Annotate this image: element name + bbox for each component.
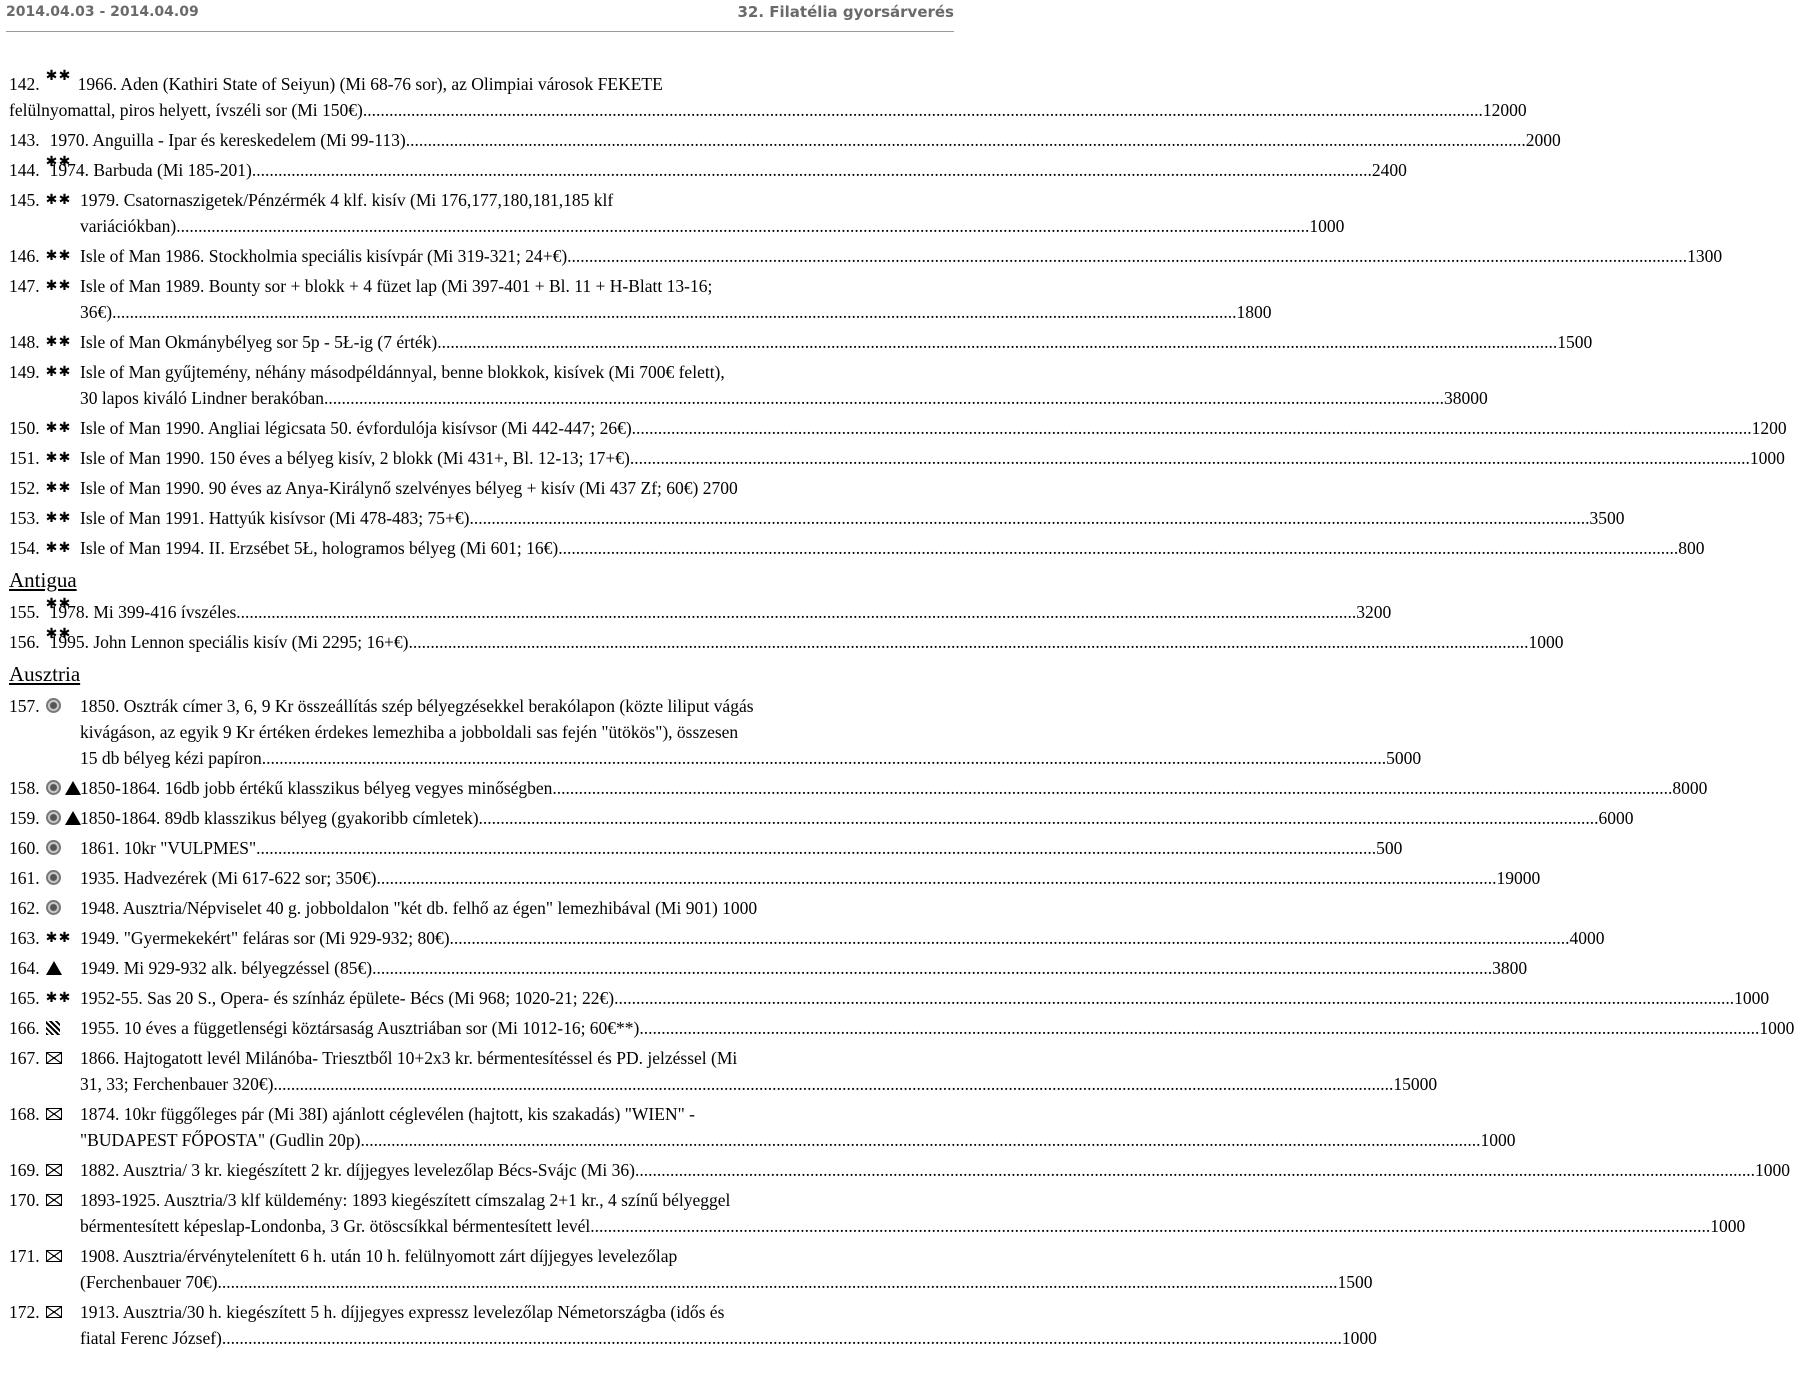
lot-number: 168.: [9, 1104, 40, 1124]
lot-number: 156.: [9, 632, 40, 652]
lot-text: 1979. Csatornaszigetek/Pénzérmék 4 klf. kisív (Mi 176,177,180,181,185 klf: [80, 190, 614, 210]
lot-line: [80, 273, 1271, 299]
lot-text: 1949. "Gyermekekért" feláras sor (Mi 929-932; 80€): [80, 928, 450, 948]
lot-text: 1970. Anguilla - Ipar és kereskedelem (Mi 99-113): [49, 130, 406, 150]
lot-entry: [9, 1187, 1746, 1239]
leader-dots: [639, 1015, 1759, 1041]
lot-number-cell: [9, 243, 80, 269]
lot-price: 1000: [1710, 1216, 1746, 1236]
mint-stamp-icon: [46, 451, 74, 465]
leader-dots: [437, 329, 1557, 355]
lot-entry: [9, 505, 1625, 531]
lot-entry: [9, 629, 1564, 655]
leader-dots: [363, 97, 1483, 123]
lot-text: 15 db bélyeg kézi papíron.: [80, 748, 267, 768]
lot-body: [80, 535, 1704, 561]
lot-number: 169.: [9, 1160, 40, 1180]
lot-price: 6000: [1598, 808, 1634, 828]
lot-line: [80, 693, 1421, 719]
lot-entry: [9, 693, 1422, 771]
lot-text: 1874. 10kr függőleges pár (Mi 38I) ajánlott céglevélen (hajtott, kis szakadás) "WIEN" -: [80, 1104, 695, 1124]
leader-dots: [372, 955, 1492, 981]
lot-price: 1000: [1749, 448, 1785, 468]
lot-body: [80, 359, 1488, 411]
lot-body: [80, 243, 1722, 269]
lot-price: 5000: [1386, 748, 1422, 768]
lot-price: 8000: [1672, 778, 1708, 798]
lot-line: [80, 985, 1769, 1011]
lot-price: 1000: [1755, 1160, 1791, 1180]
lot-number: 142.: [9, 74, 40, 94]
lot-body: [80, 415, 1787, 441]
mint-stamp-icon: [46, 991, 74, 1005]
lot-line: [9, 97, 1527, 123]
lot-line: [80, 835, 1402, 861]
lot-text: Isle of Man 1990. Angliai légicsata 50. évfordulója kisívsor (Mi 442-447; 26€): [80, 418, 632, 438]
lot-entry: [9, 835, 1403, 861]
lot-entry: [9, 273, 1272, 325]
lot-number: 151.: [9, 448, 40, 468]
lot-text: felülnyomattal, piros helyett, ívszéli sor (Mi 150€): [9, 100, 363, 120]
lot-number-cell: [9, 273, 80, 325]
lot-price: 2400: [1371, 160, 1407, 180]
lot-entry: [9, 865, 1541, 891]
lot-line: [9, 157, 1407, 183]
lot-price: 12000: [1482, 100, 1527, 120]
lot-body: [80, 475, 871, 501]
header-title: 32. Filatélia gyorsárverés: [737, 3, 954, 21]
lot-entry: [9, 1015, 1794, 1041]
lot-line: [80, 805, 1634, 831]
lot-line: [80, 745, 1421, 771]
lot-line: [80, 1213, 1745, 1239]
lot-line: [80, 1325, 1377, 1351]
mint-stamp-icon: [46, 249, 74, 263]
lot-line: [9, 71, 871, 97]
mint-stamp-icon: [46, 481, 74, 495]
lot-entry: [9, 329, 1593, 355]
lot-text: Isle of Man 1986. Stockholmia speciális kisívpár (Mi 319-321; 24+€): [80, 246, 568, 266]
mint-stamp-icon: [46, 365, 74, 379]
lot-number: 171.: [9, 1246, 40, 1266]
leader-dots: [567, 243, 1687, 269]
lot-text: 31, 33; Ferchenbauer 320€): [80, 1074, 274, 1094]
lot-line: [80, 925, 1605, 951]
lot-line: [9, 599, 1392, 625]
lot-entry: [9, 243, 1723, 269]
lot-line: [80, 719, 1421, 745]
lot-price: 1000: [1528, 632, 1564, 652]
lot-body: [80, 187, 1344, 239]
envelope-icon: [46, 1250, 62, 1262]
leader-dots: [632, 415, 1752, 441]
lot-text: kivágáson, az egyik 9 Kr értéken érdekes lemezhiba a jobboldali sas fején "ütökös"), összesen: [80, 722, 739, 742]
lot-line: [80, 445, 1785, 471]
lot-line: [80, 415, 1787, 441]
mint-stamp-icon: [46, 511, 74, 525]
lot-number-cell: [9, 955, 80, 981]
lot-body: [80, 1045, 1437, 1097]
mint-stamp-icon: [46, 193, 74, 207]
lot-body: [80, 1101, 1515, 1153]
lot-entry: [9, 359, 1488, 411]
lot-number: 162.: [9, 898, 40, 918]
lot-number-cell: [9, 187, 80, 239]
lot-number-cell: [9, 925, 80, 951]
lot-number-cell: [9, 1157, 80, 1183]
leader-dots: [360, 1127, 1480, 1153]
lot-line: [80, 775, 1707, 801]
lot-line: [80, 1015, 1794, 1041]
lot-text: Isle of Man 1990. 90 éves az Anya-Királynő szelvényes bélyeg + kisív (Mi 437 Zf; 60€) 2700: [80, 478, 738, 498]
leader-dots: [256, 835, 1376, 861]
lot-text: 1948. Ausztria/Népviselet 40 g. jobboldalon "két db. felhő az égen" lemezhibával (Mi 901) 1000: [80, 898, 758, 918]
lot-price: 1300: [1687, 246, 1723, 266]
lot-price: 38000: [1443, 388, 1488, 408]
lot-line: [80, 359, 1488, 385]
lot-line: [80, 1101, 1515, 1127]
used-stamp-icon: [46, 780, 61, 795]
lot-text: 1955. 10 éves a függetlenségi köztársaság Ausztriában sor (Mi 1012-16; 60€**): [80, 1018, 640, 1038]
header-divider: [6, 31, 954, 32]
used-stamp-icon: [46, 870, 61, 885]
used-stamp-icon: [46, 698, 61, 713]
lot-price: 3200: [1356, 602, 1392, 622]
lot-text: 1850-1864. 89db klasszikus bélyeg (gyakoribb címletek): [80, 808, 479, 828]
lot-number-cell: [9, 415, 80, 441]
lot-line: [80, 213, 1344, 239]
lot-price: 3500: [1589, 508, 1625, 528]
leader-dots: [635, 1157, 1755, 1183]
lot-line: [80, 187, 1344, 213]
lot-body: [80, 273, 1271, 325]
lot-text: variációkban)...: [80, 216, 190, 236]
mint-stamp-icon: [46, 335, 74, 349]
lot-body: [80, 1299, 1377, 1351]
lot-number-cell: [9, 535, 80, 561]
block-icon: [46, 1021, 60, 1035]
lot-line: [9, 127, 1561, 153]
lot-entry: [9, 599, 1392, 625]
lot-body: [80, 865, 1540, 891]
lot-price: 1200: [1751, 418, 1787, 438]
lot-text: 1913. Ausztria/30 h. kiegészített 5 h. díjjegyes expressz levelezőlap Németországba (idős és: [80, 1302, 725, 1322]
lot-line: [80, 329, 1592, 355]
leader-dots: [273, 1071, 1393, 1097]
leader-dots: [266, 745, 1386, 771]
lot-entry: [9, 475, 871, 501]
lot-number-cell: [9, 1101, 80, 1153]
lot-entry: [9, 925, 1605, 951]
lot-number-cell: [9, 985, 80, 1011]
lot-number-cell: [9, 865, 80, 891]
lot-number: 166.: [9, 1018, 40, 1038]
lot-line: [80, 385, 1488, 411]
hinged-stamp-icon: [65, 781, 81, 795]
lot-text: Isle of Man 1990. 150 éves a bélyeg kisív, 2 blokk (Mi 431+, Bl. 12-13; 17+€): [80, 448, 630, 468]
lot-number: 158.: [9, 778, 40, 798]
leader-dots: [558, 535, 1678, 561]
lot-number: 149.: [9, 362, 40, 382]
lot-price: 19000: [1496, 868, 1541, 888]
lot-number: 170.: [9, 1190, 40, 1210]
lot-price: 1000: [1734, 988, 1770, 1008]
lot-body: [80, 775, 1707, 801]
lot-number-cell: [9, 693, 80, 771]
lot-text: 36€).: [80, 302, 117, 322]
leader-dots: [189, 213, 1309, 239]
lot-entry: [9, 1101, 1516, 1153]
leader-dots: [222, 1325, 1342, 1351]
lot-number: 148.: [9, 332, 40, 352]
lot-number: 172.: [9, 1302, 40, 1322]
envelope-icon: [46, 1164, 62, 1176]
lot-line: [80, 1187, 1745, 1213]
lot-body: [80, 1187, 1745, 1239]
leader-dots: [450, 925, 1570, 951]
lot-entry: [9, 775, 1708, 801]
lot-body: [80, 1243, 1373, 1295]
lot-line: [9, 629, 1564, 655]
lot-body: [80, 445, 1785, 471]
lot-entry: [9, 955, 1528, 981]
lot-text: Isle of Man 1994. II. Erzsébet 5Ł, hologramos bélyeg (Mi 601; 16€): [80, 538, 559, 558]
lot-text: 1861. 10kr "VULPMES": [80, 838, 257, 858]
lot-text: Isle of Man Okmánybélyeg sor 5p - 5Ł-ig (7 érték): [80, 332, 438, 352]
lot-line: [80, 895, 871, 921]
lot-price: 1000: [1341, 1328, 1377, 1348]
lot-line: [80, 243, 1722, 269]
leader-dots: [218, 1269, 1338, 1295]
leader-dots: [630, 445, 1750, 471]
lot-text: bérmentesített képeslap-Londonba, 3 Gr. ötöscsíkkal bérmentesített levél: [80, 1216, 591, 1236]
lot-text: 1978. Mi 399-416 ívszéles: [49, 602, 237, 622]
lot-entry: [9, 1243, 1373, 1295]
lot-number-cell: [9, 1045, 80, 1097]
lot-price: 500: [1376, 838, 1403, 858]
lot-line: [80, 1269, 1373, 1295]
lot-number-cell: [9, 445, 80, 471]
lot-line: [80, 1157, 1790, 1183]
lot-line: [80, 299, 1271, 325]
lot-number: 153.: [9, 508, 40, 528]
lot-text: 1935. Hadvezérek (Mi 617-622 sor; 350€): [80, 868, 377, 888]
mint-stamp-icon: [46, 279, 74, 293]
lot-text: Isle of Man gyűjtemény, néhány másodpéldánnyal, benne blokkok, kisívek (Mi 700€ felett),: [80, 362, 725, 382]
leader-dots: [614, 985, 1734, 1011]
lot-number: 163.: [9, 928, 40, 948]
lot-number: 167.: [9, 1048, 40, 1068]
lot-entry: [9, 1157, 1791, 1183]
lot-entry: [9, 157, 1407, 183]
section-heading: Ausztria: [9, 662, 81, 686]
used-stamp-icon: [46, 810, 61, 825]
envelope-icon: [46, 1194, 62, 1206]
lot-body: [80, 925, 1605, 951]
lot-price: 1000: [1759, 1018, 1794, 1038]
lot-body: [80, 805, 1634, 831]
lot-entry: [9, 71, 1527, 123]
lot-line: [80, 535, 1704, 561]
lot-number-cell: [9, 835, 80, 861]
lot-body: [80, 1157, 1790, 1183]
lot-entry: [9, 187, 1345, 239]
lot-text: 1952-55. Sas 20 S., Opera- és színház épülete- Bécs (Mi 968; 1020-21; 22€): [80, 988, 615, 1008]
lot-entry: [9, 895, 871, 921]
lot-text: 1850. Osztrák címer 3, 6, 9 Kr összeállítás szép bélyegzésekkel berakólapon (közte liliput vágás: [80, 696, 754, 716]
lot-number-cell: [9, 1243, 80, 1295]
lot-text: 1974. Barbuda (Mi 185-201): [49, 160, 252, 180]
leader-dots: [324, 385, 1444, 411]
leader-dots: [470, 505, 1590, 531]
lot-entry: [9, 127, 1561, 153]
lot-text: 1995. John Lennon speciális kisív (Mi 2295; 16+€): [49, 632, 409, 652]
envelope-icon: [46, 1306, 62, 1318]
lot-entry: [9, 1299, 1377, 1351]
lot-number-cell: [9, 775, 80, 801]
lot-price: 1000: [1309, 216, 1345, 236]
lot-number: 154.: [9, 538, 40, 558]
lot-number: 157.: [9, 696, 40, 716]
lot-price: 4000: [1569, 928, 1605, 948]
lot-text: Isle of Man 1989. Bounty sor + blokk + 4 füzet lap (Mi 397-401 + Bl. 11 + H-Blatt 13-16;: [80, 276, 713, 296]
lot-price: 800: [1678, 538, 1705, 558]
lot-text: "BUDAPEST FŐPOSTA" (Gudlin 20p): [80, 1130, 361, 1150]
lot-entry: [9, 985, 1770, 1011]
lot-line: [80, 1045, 1437, 1071]
lot-number-cell: [9, 895, 80, 921]
lot-number-cell: [9, 805, 80, 831]
lot-line: [80, 1243, 1373, 1269]
lot-line: [80, 475, 871, 501]
leader-dots: [252, 157, 1372, 183]
hinged-stamp-icon: [46, 961, 62, 975]
lot-number: 150.: [9, 418, 40, 438]
lot-line: [80, 865, 1540, 891]
lot-entry: [9, 1045, 1438, 1097]
lot-body: [80, 955, 1527, 981]
lot-number: 146.: [9, 246, 40, 266]
lot-number-cell: [9, 1187, 80, 1239]
lot-number: 152.: [9, 478, 40, 498]
page-header: [0, 0, 960, 33]
lot-number: 164.: [9, 958, 40, 978]
leader-dots: [236, 599, 1356, 625]
lot-text: Isle of Man 1991. Hattyúk kisívsor (Mi 478-483; 75+€): [80, 508, 470, 528]
lot-text: 1966. Aden (Kathiri State of Seiyun) (Mi 68-76 sor), az Olimpiai városok FEKETE: [77, 74, 663, 94]
lot-number-cell: [9, 1015, 80, 1041]
lot-body: [80, 835, 1402, 861]
lot-text: 1866. Hajtogatott levél Milánóba- Triesztből 10+2x3 kr. bérmentesítéssel és PD. jelzéssel (Mi: [80, 1048, 738, 1068]
mint-stamp-icon: [46, 69, 74, 83]
lot-number: 165.: [9, 988, 40, 1008]
lot-number: 147.: [9, 276, 40, 296]
lot-line: [80, 955, 1527, 981]
lot-price: 15000: [1393, 1074, 1438, 1094]
lot-text: fiatal Ferenc József): [80, 1328, 222, 1348]
lot-number: 161.: [9, 868, 40, 888]
lot-number-cell: [9, 359, 80, 411]
lot-number-cell: [9, 329, 80, 355]
lot-text: 1893-1925. Ausztria/3 klf küldemény: 1893 kiegészített címszalag 2+1 kr., 4 színű bélyeggel: [80, 1190, 731, 1210]
lot-line: [80, 1127, 1515, 1153]
mint-stamp-icon: [46, 421, 74, 435]
section-heading: Antigua: [9, 568, 77, 592]
lot-entry: [9, 535, 1705, 561]
lot-line: [80, 1299, 1377, 1325]
lot-list: [9, 71, 1794, 1355]
lot-price: 3800: [1492, 958, 1528, 978]
lot-text: 1908. Ausztria/érvénytelenített 6 h. után 10 h. felülnyomott zárt díjjegyes levelezőlap: [80, 1246, 678, 1266]
lot-number: 155.: [9, 602, 40, 622]
lot-entry: [9, 805, 1634, 831]
lot-text: 1850-1864. 16db jobb értékű klasszikus bélyeg vegyes minőségben: [80, 778, 553, 798]
lot-text: 30 lapos kiváló Lindner berakóban: [80, 388, 324, 408]
lot-number: 145.: [9, 190, 40, 210]
lot-number: 144.: [9, 160, 40, 180]
lot-line: [80, 505, 1625, 531]
lot-body: [80, 329, 1592, 355]
lot-number-cell: [9, 505, 80, 531]
lot-price: 1500: [1337, 1272, 1373, 1292]
mint-stamp-icon: [46, 541, 74, 555]
lot-price: 1500: [1557, 332, 1593, 352]
lot-entry: [9, 415, 1787, 441]
lot-price: 1800: [1236, 302, 1272, 322]
lot-number: 160.: [9, 838, 40, 858]
leader-dots: [116, 299, 1236, 325]
envelope-icon: [46, 1052, 62, 1064]
hinged-stamp-icon: [65, 811, 81, 825]
envelope-icon: [46, 1108, 62, 1120]
lot-body: [80, 985, 1769, 1011]
used-stamp-icon: [46, 840, 61, 855]
lot-body: [80, 895, 871, 921]
lot-text: 1949. Mi 929-932 alk. bélyegzéssel (85€): [80, 958, 373, 978]
lot-text: 1882. Ausztria/ 3 kr. kiegészített 2 kr. díjjegyes levelezőlap Bécs-Svájc (Mi 36): [80, 1160, 636, 1180]
lot-body: [80, 693, 1421, 771]
lot-number-cell: [9, 475, 80, 501]
leader-dots: [409, 629, 1529, 655]
lot-number: 159.: [9, 808, 40, 828]
lot-number-cell: [9, 1299, 80, 1351]
lot-body: [80, 1015, 1794, 1041]
lot-line: [80, 1071, 1437, 1097]
leader-dots: [479, 805, 1599, 831]
leader-dots: [406, 127, 1526, 153]
leader-dots: [590, 1213, 1710, 1239]
lot-entry: [9, 445, 1785, 471]
leader-dots: [376, 865, 1496, 891]
lot-price: 1000: [1480, 1130, 1516, 1150]
lot-number: 143.: [9, 130, 40, 150]
mint-stamp-icon: [46, 931, 74, 945]
lot-body: [80, 505, 1625, 531]
used-stamp-icon: [46, 900, 61, 915]
lot-price: 2000: [1525, 130, 1561, 150]
header-dates: 2014.04.03 - 2014.04.09: [6, 4, 199, 20]
lot-text: (Ferchenbauer 70€): [80, 1272, 218, 1292]
leader-dots: [552, 775, 1672, 801]
